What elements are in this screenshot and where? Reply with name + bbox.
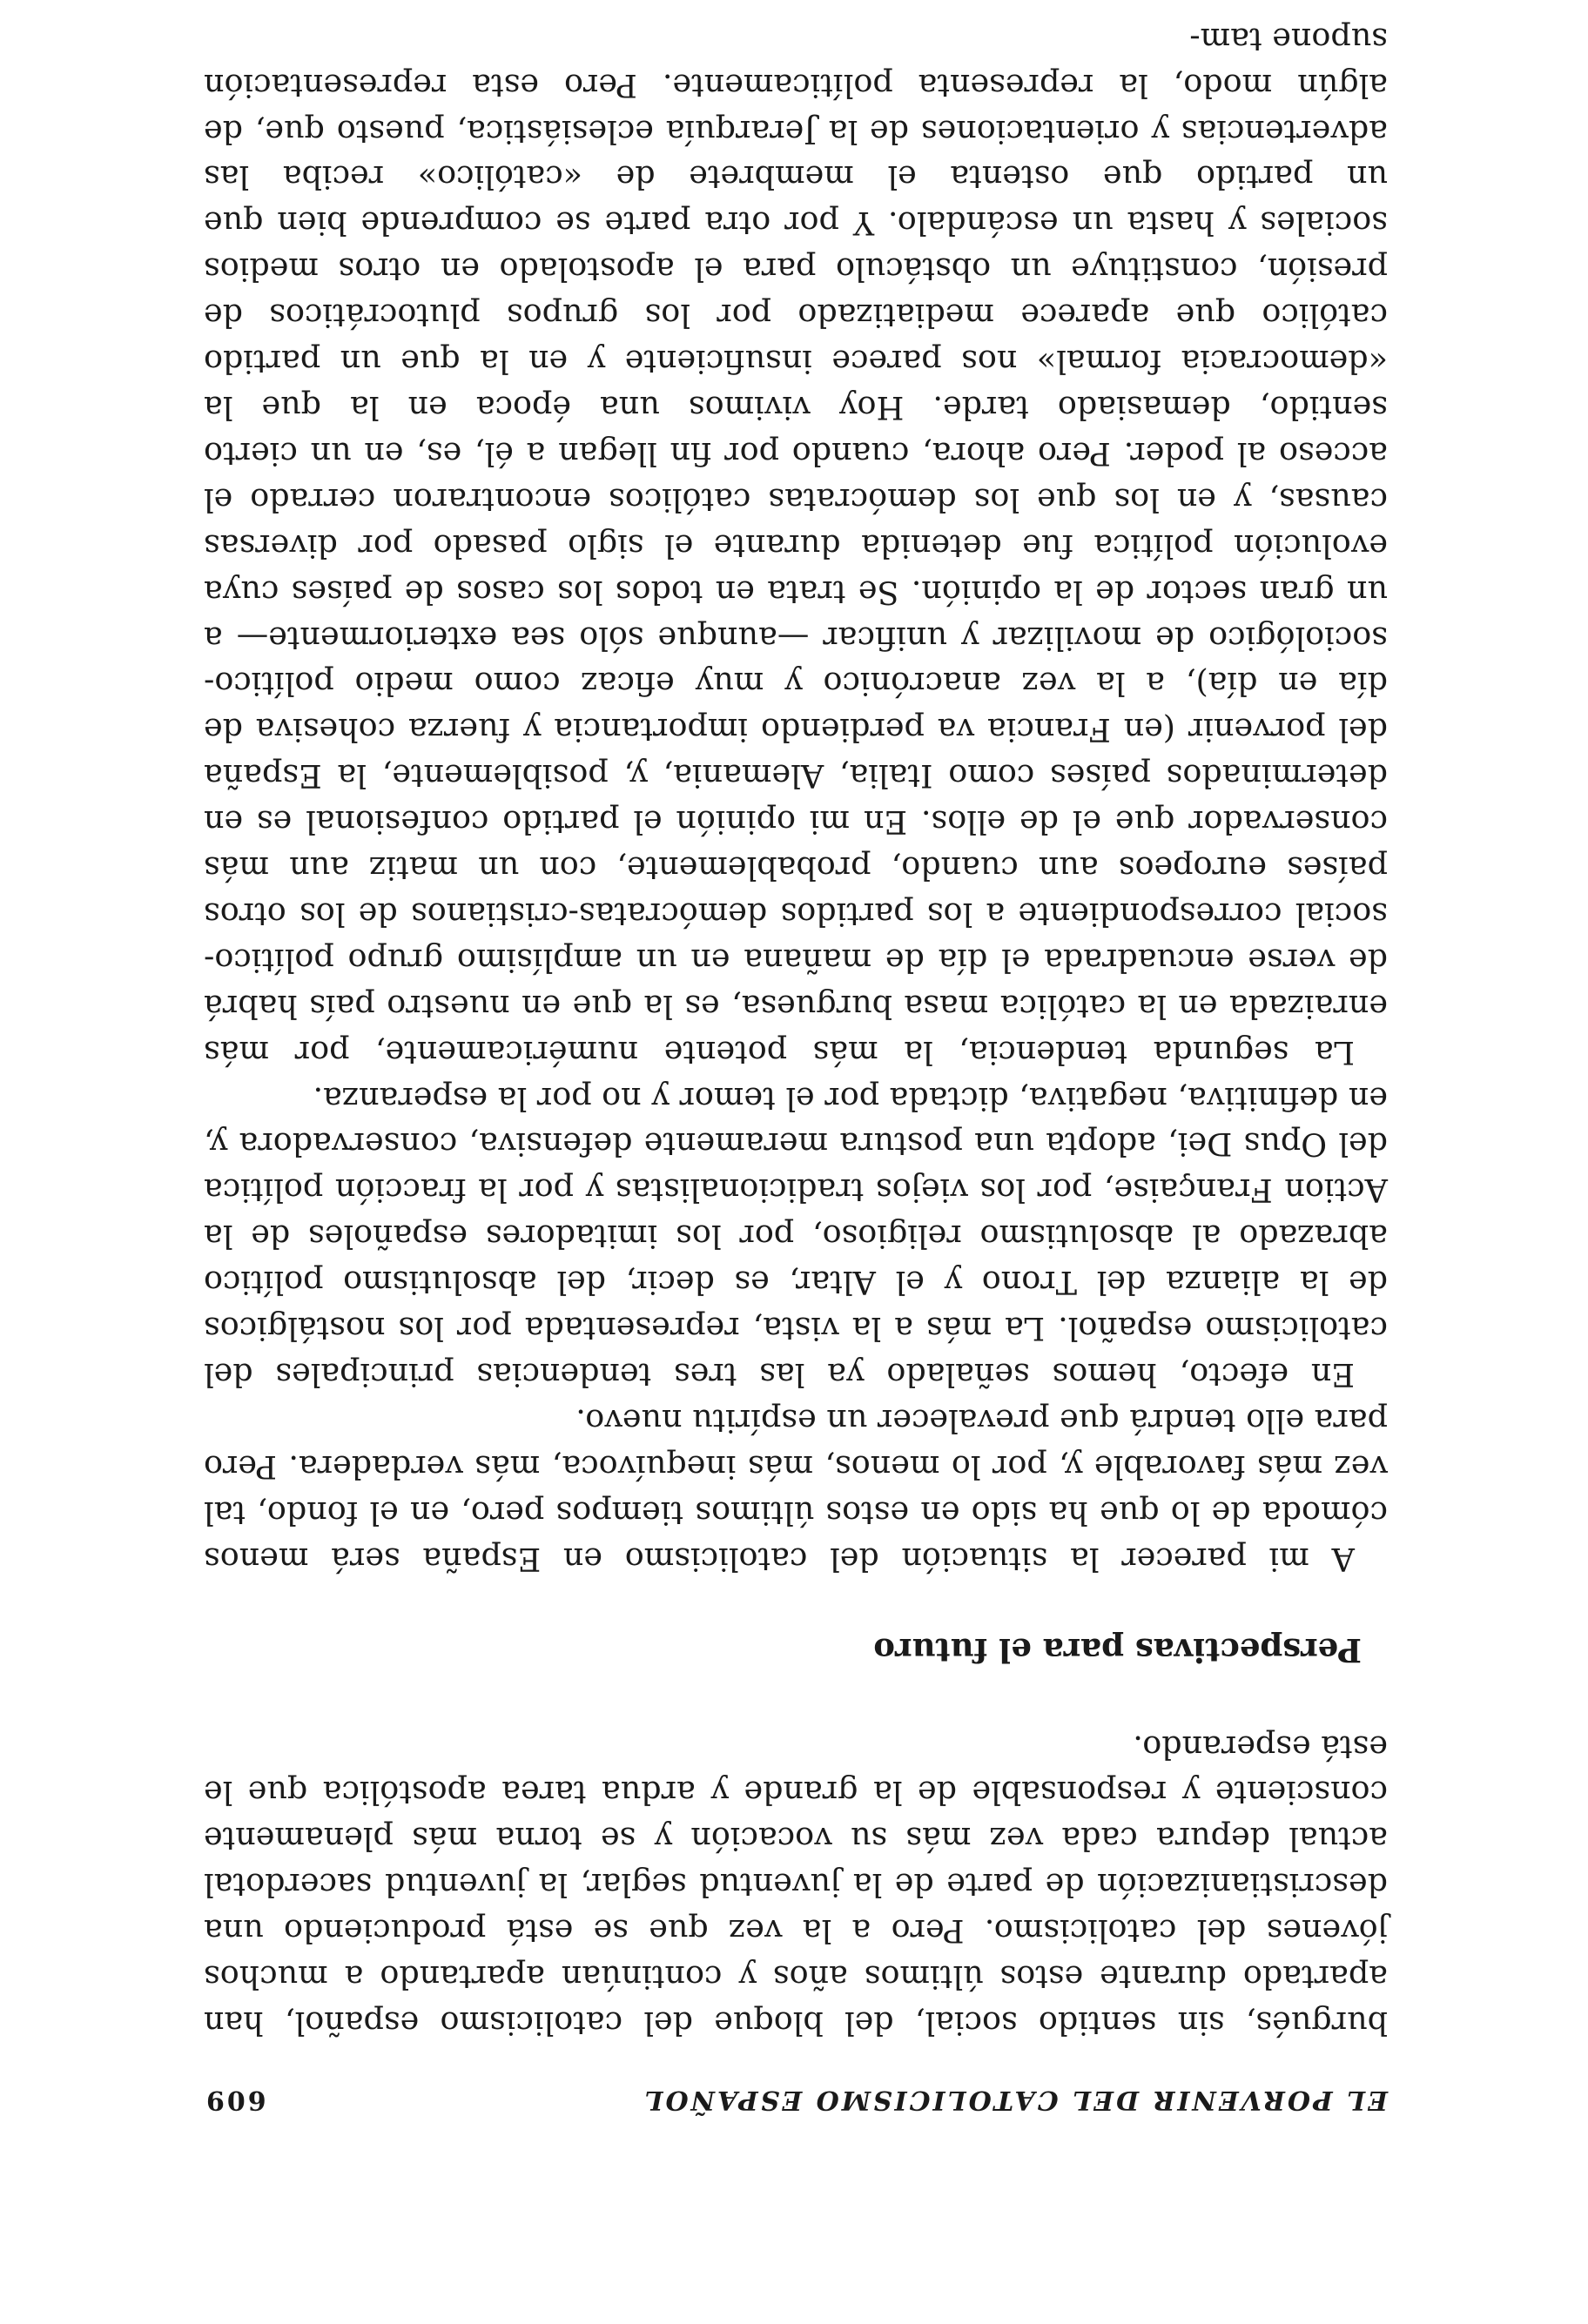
page-number: 609: [204, 2085, 266, 2115]
paragraph: En efecto, hemos señalado ya las tres tendencias principales del catolicismo español. La más a la vista, representada por los nostálgicos de la alianza del Trono y el Altar, es decir, del absolutismo político abrazado al absolutismo religioso, por los imitadores españoles de la Action Française, por los viejos tradicionalistas y por la fracción política del Opus Dei, adopta una postura meramente defensiva, conservadora y, en definitiva, negativa, dictada por el temor y no por la esperanza.: [204, 1079, 1388, 1394]
running-header: [204, 2085, 1388, 2115]
paragraph: La segunda tendencia, la más potente numéricamente, por más enraizada en la católica masa burguesa, es la que en nuestro país habrá de verse encuadrada el día de mañana en un amplísimo grupo político-social correspondiente a los partidos demócratas-cristianos de los otros países europeos aun cuando, probablemente, con un matiz aun más conservador que el de ellos. En mi opinión el partido confesional es en determinados países como Italia, Alemania, y, posiblemente, la España del porvenir (en Francia va perdiendo importancia y fuerza cohesiva de día en día), a la vez anacrónico y muy eficaz como medio político-sociológico de movilizar y unificar —aunque sólo sea exteriormente— a un gran sector de la opinión. Se trata en todos los casos de países cuya evolución política fue detenida durante el siglo pasado por diversas causas, y en los que los demócratas católicos encontraron cerrado el acceso al poder. Pero ahora, cuando por fin llegan a él, es, en un cierto sentido, demasiado tarde. Hoy vivimos una época en la que la «democracia formal» nos parece insuficiente y en la que un partido católico que aparece mediatizado por los grupos plutocráticos de presión, constituye un obstáculo para el apostolado en otros medios sociales y hasta un escándalo. Y por otra parte se comprende bien que un partido que ostenta el membrete de «católico» reciba las advertencias y orientaciones de la Jerarquía eclesiástica, puesto que, de algún modo, la representa políticamente. Pero esta representación supone tam-: [204, 20, 1388, 1071]
paragraph: A mi parecer la situación del catolicismo en España será menos cómoda de lo que ha sido en estos últimos tiempos pero, en el fondo, tal vez más favorable y, por lo menos, más inequívoca, más verdadera. Pero para ello tendrá que prevalecer un espíritu nuevo.: [204, 1401, 1388, 1578]
running-title: EL PORVENIR DEL CATOLICISMO ESPAÑOL: [642, 2085, 1388, 2115]
paragraph-continued: burgués, sin sentido social, del bloque del catolicismo español, han apartado durante estos últimos años y continúan apartando a muchos jóvenes del catolicismo. Pero a la vez que se está produciendo una descristianización de parte de la juventud seglar, la juventud sacerdotal actual depura cada vez más su vocación y se torna más plenamente consciente y responsable de la grande y ardua tarea apostólica que le está esperando.: [204, 1728, 1388, 2042]
body-text: [204, 16, 1388, 2045]
section-heading: Perspectivas para el futuro: [873, 1630, 1362, 1669]
